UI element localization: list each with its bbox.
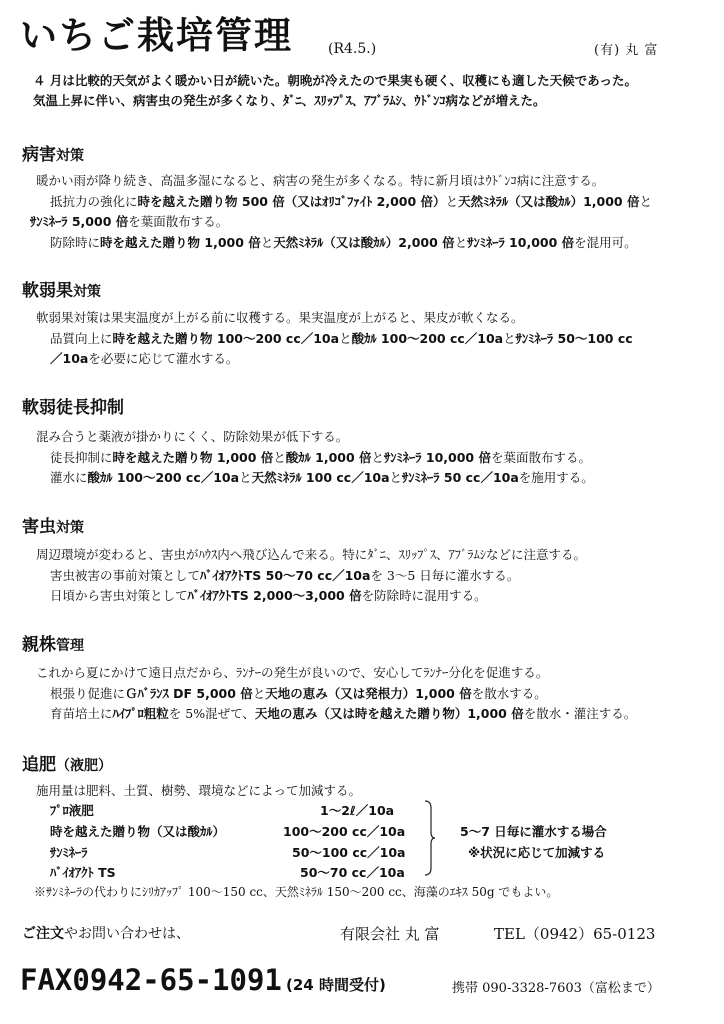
text-segment: と (252, 685, 266, 701)
section-line (36, 172, 604, 190)
product-dosage: 時を越えた贈り物 1,000 倍 (100, 234, 261, 250)
section-line (50, 567, 519, 585)
product-dosage: 時を越えた贈り物 500 倍（又はｵﾘｺﾞﾌｧｲﾄ 2,000 倍） (137, 193, 446, 209)
text-segment: と (339, 330, 352, 346)
section-heading-main: 軟弱果 (22, 281, 73, 301)
fert-amount-0: 1～2ℓ／10a (320, 803, 395, 818)
section-line (36, 428, 348, 446)
order-rest: やお問い合わせは、 (64, 926, 190, 942)
tel-number: TEL（0942）65-0123 (494, 925, 656, 943)
fert-note-adjust: ※状況に応じて加減する (468, 845, 606, 860)
text-segment: を葉面散布する。 (491, 449, 592, 465)
text-segment: と (454, 234, 468, 250)
text-segment: を混用可。 (574, 234, 637, 250)
text-segment: 暖かい雨が降り続き、高温多湿になると、病害の発生が多くなる。特に新月頃はｳﾄﾞﾝｺ病に注意する。 (36, 173, 605, 188)
text-segment: を 5%混ぜて、 (168, 706, 255, 721)
section-heading-sub: （液肥） (56, 758, 112, 774)
section-line (50, 350, 238, 368)
text-segment: と (273, 449, 286, 465)
fert-name-2: ｻﾝﾐﾈｰﾗ (50, 845, 88, 860)
text-segment: を散水・灌注する。 (523, 706, 637, 721)
section-heading-sub: 対策 (56, 148, 84, 164)
product-dosage: ｻﾝﾐﾈｰﾗ 50 cc／10a (402, 470, 519, 485)
text-segment: と (389, 470, 403, 485)
fert-amount-1: 100～200 cc／10a (283, 824, 406, 839)
product-dosage: 天然ﾐﾈﾗﾙ（又は酸ｶﾙ）2,000 倍 (273, 234, 455, 250)
text-segment: と (371, 449, 385, 465)
section-line (50, 705, 636, 723)
text-segment: 混み合うと薬液が掛かりにくく、防除効果が低下する。 (36, 429, 349, 444)
section-heading-sub: 対策 (73, 284, 101, 300)
text-segment: 灌水に (50, 470, 88, 485)
section-line (36, 546, 586, 564)
product-dosage: ﾊｲﾌﾟﾛ粗粒 (112, 706, 169, 721)
fert-note-interval: 5～7 日毎に灌水する場合 (460, 824, 607, 839)
product-dosage: ｻﾝﾐﾈｰﾗ 10,000 倍 (467, 234, 575, 250)
section-line (50, 193, 652, 211)
fert-footnote: ※ｻﾝﾐﾈｰﾗの代わりにｼﾘｶｱｯﾌﾟ 100～150 cc、天然ﾐﾈﾗﾙ 150～200 cc、海藻のｴｷｽ 50g でもよい。 (34, 885, 559, 899)
section-heading-sub: 対策 (56, 520, 84, 536)
section-heading (22, 634, 84, 657)
fert-name-0: ﾌﾟﾛ液肥 (50, 803, 94, 818)
text-segment: 徒長抑制に (50, 449, 113, 465)
fert-name-3: ﾊﾞｲｵｱｸﾄ TS (50, 865, 116, 880)
product-dosage: ／10a (50, 351, 89, 366)
text-segment: 軟弱果対策は果実温度が上がる前に収穫する。果実温度が上がると、果皮が軟くなる。 (36, 310, 524, 325)
product-dosage: ｻﾝﾐﾈｰﾗ 10,000 倍 (384, 449, 491, 465)
intro-line-2: 気温上昇に伴い、病害虫の発生が多くなり、ﾀﾞﾆ、ｽﾘｯﾌﾟｽ、ｱﾌﾞﾗﾑｼ、ｳﾄﾞﾝｺ病などが増えた。 (33, 93, 546, 108)
text-segment: 施用量は肥料、土質、樹勢、環境などによって加減する。 (36, 783, 362, 798)
section-line (36, 664, 548, 682)
text-segment: これから夏にかけて遠日点だから、ﾗﾝﾅｰの発生が良いので、安心してﾗﾝﾅｰ分化を促進する。 (36, 665, 549, 680)
text-segment: を必要に応じて灌水する。 (88, 351, 239, 366)
order-label: ご注文 (22, 926, 64, 942)
section-heading (22, 144, 84, 167)
text-segment: を散水する。 (471, 685, 547, 701)
product-dosage: 天然ﾐﾈﾗﾙ（又は酸ｶﾙ）1,000 倍 (458, 193, 640, 209)
section-line (50, 234, 637, 252)
product-dosage: ﾊﾞｲｵｱｸﾄTS 50～70 cc／10a (200, 567, 371, 583)
section-heading-main: 病害 (22, 145, 56, 165)
fert-amount-2: 50～100 cc／10a (292, 845, 406, 860)
section-heading (22, 516, 84, 539)
section-heading-main: 軟弱徒長抑制 (22, 398, 124, 418)
text-segment: 防除時に (50, 234, 101, 250)
text-segment: と (445, 193, 459, 209)
text-segment: と (260, 234, 274, 250)
text-segment: と (239, 470, 252, 485)
publisher-name: (有) 丸 富 (594, 43, 659, 58)
product-dosage: ﾊﾞｲｵｱｸﾄTS 2,000～3,000 倍 (187, 588, 362, 603)
fert-amount-3: 50～70 cc／10a (300, 865, 405, 880)
company-name: 有限会社 丸 富 (340, 925, 440, 943)
product-dosage: ｻﾝﾐﾈｰﾗ 50～100 cc (515, 330, 633, 346)
section-heading-sub: 管理 (56, 638, 84, 654)
section-heading-main: 親株 (22, 635, 56, 655)
text-segment: 育苗培土に (50, 706, 113, 721)
section-line (50, 685, 547, 703)
section-heading-main: 追肥 (22, 755, 56, 775)
text-segment: を 3～5 日毎に灌水する。 (370, 567, 520, 583)
mobile-number: 携帯 090-3328-7603（富松まで） (452, 981, 660, 996)
fert-name-1: 時を越えた贈り物（又は酸ｶﾙ） (50, 824, 226, 839)
section-line (50, 587, 487, 605)
text-segment: 抵抗力の強化に (50, 193, 138, 209)
section-line (50, 330, 633, 348)
section-heading (22, 754, 112, 777)
order-inquiry (22, 924, 190, 944)
product-dosage: ｻﾝﾐﾈｰﾗ 5,000 倍 (30, 214, 129, 229)
section-line (50, 449, 591, 467)
brace-icon (424, 800, 436, 876)
page-title: いちご栽培管理 (20, 14, 293, 57)
section-line (36, 309, 524, 327)
text-segment: 根張り促進に (50, 685, 126, 701)
issue-date: (R4.5.) (328, 41, 377, 57)
product-dosage: 天然ﾐﾈﾗﾙ 100 cc／10a (251, 470, 390, 485)
fax-number: FAX0942-65-1091 (20, 963, 282, 997)
product-dosage: 天地の恵み（又は時を越えた贈り物）1,000 倍 (254, 706, 524, 721)
section-heading (22, 280, 101, 303)
text-segment: 周辺環境が変わると、害虫がﾊｳｽ内へ飛び込んで来る。特にﾀﾞﾆ、ｽﾘｯﾌﾟｽ、ｱﾌﾞﾗﾑｼなどに注意する。 (36, 547, 587, 562)
text-segment: と (639, 193, 652, 209)
section-line (30, 213, 228, 231)
product-dosage: 天地の恵み（又は発根力）1,000 倍 (265, 685, 472, 701)
text-segment: 日頃から害虫対策として (50, 588, 188, 603)
text-segment: を葉面散布する。 (128, 214, 229, 229)
text-segment: 害虫被害の事前対策として (50, 567, 201, 583)
product-dosage: 酸ｶﾙ 1,000 倍 (285, 449, 372, 465)
product-dosage: 時を越えた贈り物 1,000 倍 (112, 449, 274, 465)
section-line (36, 782, 361, 800)
section-heading (22, 397, 124, 420)
product-dosage: 酸ｶﾙ 100～200 cc／10a (351, 330, 504, 346)
section-line (50, 469, 594, 487)
intro-line-1: ４ 月は比較的天気がよく暖かい日が続いた。朝晩が冷えたので果実も硬く、収穫にも適した天候であった。 (33, 73, 637, 88)
product-dosage: Ｇﾊﾞﾗﾝｽ DF 5,000 倍 (125, 685, 253, 701)
product-dosage: 時を越えた贈り物 100～200 cc／10a (112, 330, 340, 346)
fax-hours: (24 時間受付) (286, 976, 386, 994)
text-segment: 品質向上に (50, 330, 113, 346)
text-segment: と (503, 330, 516, 346)
text-segment: を施用する。 (518, 470, 594, 485)
text-segment: を防除時に混用する。 (361, 588, 487, 603)
section-heading-main: 害虫 (22, 517, 56, 537)
product-dosage: 酸ｶﾙ 100～200 cc／10a (87, 470, 240, 485)
